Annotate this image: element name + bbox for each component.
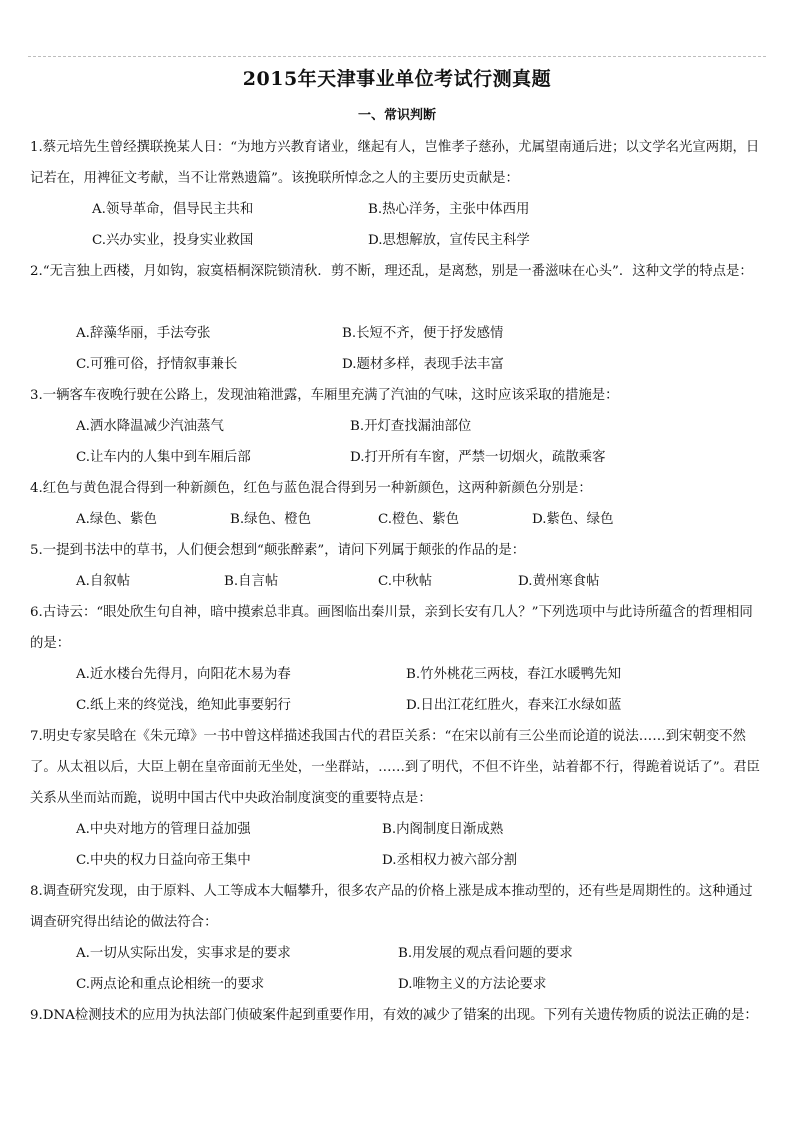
question-list — [30, 132, 760, 1031]
option-d: D.丞相权力被六部分割 — [382, 853, 518, 868]
option-row — [30, 566, 760, 597]
option-c: C.可雅可俗，抒情叙事兼长 — [76, 357, 238, 372]
option-row — [30, 349, 760, 380]
header-divider — [28, 56, 766, 57]
option-b: B.用发展的观点看问题的要求 — [398, 946, 573, 961]
option-c: C.纸上来的终觉浅，绝知此事要躬行 — [76, 698, 291, 713]
option-b: B.内阁制度日渐成熟 — [382, 822, 504, 837]
option-row — [30, 442, 760, 473]
option-row — [30, 969, 760, 1000]
option-c: C.让车内的人集中到车厢后部 — [76, 450, 251, 465]
option-a: A.绿色、紫色 — [76, 512, 157, 527]
option-b: B.自言帖 — [224, 574, 279, 589]
option-b: B.竹外桃花三两枝，春江水暖鸭先知 — [406, 667, 621, 682]
question-stem: 8.调查研究发现，由于原料、人工等成本大幅攀升，很多农产品的价格上涨是成本推动型的，还有些是周期性的。这种通过调查研究得出结论的做法符合： — [30, 884, 753, 930]
option-a: A.领导革命，倡导民主共和 — [92, 202, 254, 217]
option-c: C.兴办实业，投身实业救国 — [92, 233, 254, 248]
option-b: B.长短不齐，便于抒发感情 — [342, 326, 504, 341]
section-heading: 一、常识判断 — [357, 108, 436, 123]
option-row — [30, 690, 760, 721]
question-2 — [30, 256, 760, 380]
option-a: A.一切从实际出发，实事求是的要求 — [76, 946, 291, 961]
option-c: C.橙色、紫色 — [378, 512, 459, 527]
option-row — [30, 938, 760, 969]
option-d: D.题材多样，表现手法丰富 — [342, 357, 504, 372]
option-row — [30, 194, 760, 225]
question-stem: 3.一辆客车夜晚行驶在公路上，发现油箱泄露，车厢里充满了汽油的气味，这时应该采取的措施是： — [30, 388, 619, 403]
option-b: B.热心洋务，主张中体西用 — [368, 202, 530, 217]
option-a: A.近水楼台先得月，向阳花木易为春 — [76, 667, 291, 682]
option-row — [30, 225, 760, 256]
question-stem: 7.明史专家吴晗在《朱元璋》一书中曾这样描述我国古代的君臣关系：“在宋以前有三公坐而论道的说法……到宋朝变不然了。从太祖以后，大臣上朝在皇帝面前无坐处，一坐群站，……到了明代，不但不许坐，站着都不行，得跪着说话了”。君臣关系从坐而站而跪，说明中国古代中央政治制度演变的重要特点是： — [30, 729, 760, 806]
option-d: D.黄州寒食帖 — [518, 574, 600, 589]
option-a: A.中央对地方的管理日益加强 — [76, 822, 251, 837]
option-d: D.打开所有车窗，严禁一切烟火，疏散乘客 — [350, 450, 606, 465]
question-stem: 5.一提到书法中的草书，人们便会想到“颠张醉素”，请问下列属于颠张的作品的是： — [30, 543, 526, 558]
option-d: D.日出江花红胜火，春来江水绿如蓝 — [406, 698, 622, 713]
question-6 — [30, 597, 760, 721]
option-row — [30, 845, 760, 876]
question-7 — [30, 721, 760, 876]
option-c: C.两点论和重点论相统一的要求 — [76, 977, 265, 992]
question-1 — [30, 132, 760, 256]
question-8 — [30, 876, 760, 1000]
option-a: A.洒水降温减少汽油蒸气 — [76, 419, 224, 434]
option-a: A.自叙帖 — [76, 574, 131, 589]
option-row — [30, 659, 760, 690]
option-b: B.绿色、橙色 — [230, 512, 312, 527]
option-a: A.辞藻华丽，手法夸张 — [76, 326, 211, 341]
question-stem: 4.红色与黄色混合得到一种新颜色，红色与蓝色混合得到另一种新颜色，这两种新颜色分别是： — [30, 481, 592, 496]
question-9 — [30, 1000, 760, 1031]
question-3 — [30, 380, 760, 473]
option-row — [30, 504, 760, 535]
question-stem: 1.蔡元培先生曾经撰联挽某人日：“为地方兴教育诸业，继起有人，岂惟孝子慈孙，尤属望南通后进；以文学名光宣两期，日记若在，用裨征文考献，当不让常熟遗篇”。该挽联所悼念之人的主要历史贡献是： — [30, 140, 760, 186]
question-stem: 9.DNA检测技术的应用为执法部门侦破案件起到重要作用，有效的减少了错案的出现。下列有关遗传物质的说法正确的是： — [30, 1008, 758, 1023]
option-b: B.开灯查找漏油部位 — [350, 419, 472, 434]
question-5 — [30, 535, 760, 597]
option-d: D.唯物主义的方法论要求 — [398, 977, 547, 992]
option-row — [30, 411, 760, 442]
option-row — [30, 814, 760, 845]
question-4 — [30, 473, 760, 535]
question-stem: 6.古诗云：“眼处欣生句自神，暗中摸索总非真。画图临出秦川景，亲到长安有几人？”下列选项中与此诗所蕴含的哲理相同的是： — [30, 605, 753, 651]
option-d: D.思想解放，宣传民主科学 — [368, 233, 530, 248]
page-title: 2015年天津事业单位考试行测真题 — [242, 68, 552, 90]
option-c: C.中央的权力日益向帝王集中 — [76, 853, 251, 868]
question-stem: 2.“无言独上西楼，月如钩，寂寞梧桐深院锁清秋．剪不断，理还乱，是离愁，别是一番滋味在心头”．这种文学的特点是： — [30, 264, 753, 279]
option-row — [30, 318, 760, 349]
option-d: D.紫色、绿色 — [532, 512, 614, 527]
option-c: C.中秋帖 — [378, 574, 433, 589]
